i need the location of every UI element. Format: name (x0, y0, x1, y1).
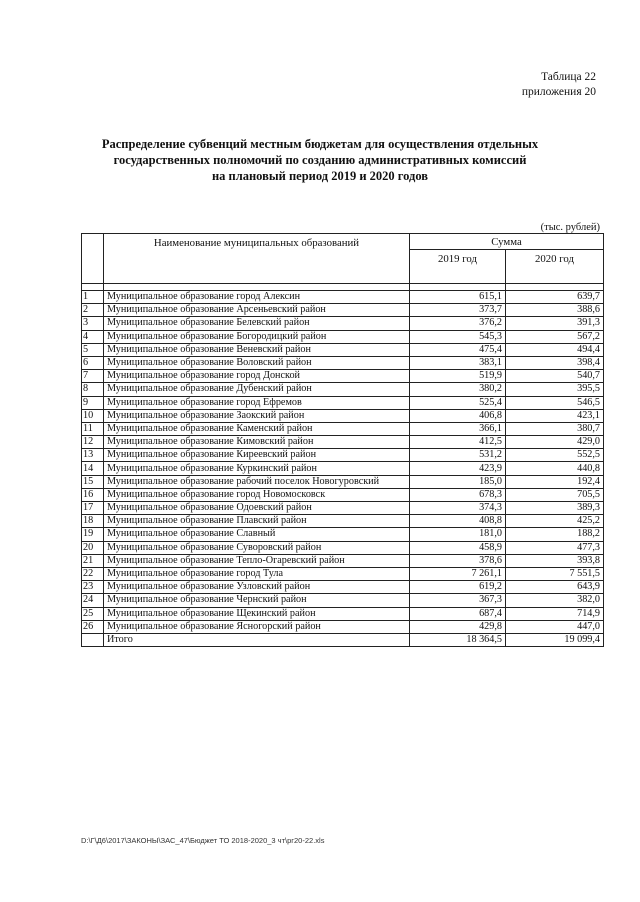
municipality-name: Муниципальное образование Кимовский район (104, 436, 410, 449)
value-2019: 373,7 (410, 304, 506, 317)
value-2020: 425,2 (506, 515, 604, 528)
value-2020: 429,0 (506, 436, 604, 449)
table-row (82, 317, 604, 330)
value-2020: 477,3 (506, 541, 604, 554)
value-2020: 391,3 (506, 317, 604, 330)
value-2020: 447,0 (506, 620, 604, 633)
value-2020: 705,5 (506, 488, 604, 501)
table-row (82, 396, 604, 409)
table-row (82, 515, 604, 528)
table-row (82, 291, 604, 304)
value-2019: 615,1 (410, 291, 506, 304)
value-2019: 687,4 (410, 607, 506, 620)
value-2019: 412,5 (410, 436, 506, 449)
row-number: 20 (82, 541, 104, 554)
municipality-name: Муниципальное образование Одоевский район (104, 502, 410, 515)
table-row (82, 409, 604, 422)
municipality-name: Муниципальное образование город Новомосковск (104, 488, 410, 501)
row-number: 3 (82, 317, 104, 330)
table-row (82, 356, 604, 369)
row-number: 13 (82, 449, 104, 462)
table-row (82, 330, 604, 343)
total-label: Итого (104, 633, 410, 646)
value-2019: 7 261,1 (410, 567, 506, 580)
row-number: 11 (82, 422, 104, 435)
table-row (82, 462, 604, 475)
row-number: 12 (82, 436, 104, 449)
table-row (82, 541, 604, 554)
row-number: 2 (82, 304, 104, 317)
subvention-table (81, 233, 604, 647)
table-row (82, 594, 604, 607)
municipality-name: Муниципальное образование город Ефремов (104, 396, 410, 409)
value-2019: 376,2 (410, 317, 506, 330)
title-line-3: на плановый период 2019 и 2020 годов (211, 169, 429, 183)
municipality-name: Муниципальное образование Арсеньевский район (104, 304, 410, 317)
municipality-name: Муниципальное образование Суворовский район (104, 541, 410, 554)
table-row (82, 436, 604, 449)
table-row (82, 620, 604, 633)
header-sum: Сумма (410, 234, 604, 250)
municipality-name: Муниципальное образование Воловский район (104, 356, 410, 369)
document-title (40, 136, 600, 184)
table-number: Таблица 22 (541, 71, 596, 83)
value-2019: 374,3 (410, 502, 506, 515)
table-row (82, 567, 604, 580)
row-number: 17 (82, 502, 104, 515)
units-note: (тыс. рублей) (540, 222, 600, 233)
header-name: Наименование муниципальных образований (104, 234, 410, 284)
municipality-name: Муниципальное образование рабочий поселок Новогуровский (104, 475, 410, 488)
row-number: 21 (82, 554, 104, 567)
total-2019: 18 364,5 (410, 633, 506, 646)
municipality-name: Муниципальное образование Славный (104, 528, 410, 541)
header-number-cell (82, 234, 104, 284)
municipality-name: Муниципальное образование Богородицкий район (104, 330, 410, 343)
value-2020: 494,4 (506, 343, 604, 356)
header-spacer-row (82, 284, 604, 291)
value-2020: 7 551,5 (506, 567, 604, 580)
value-2019: 619,2 (410, 581, 506, 594)
header-row-1 (82, 234, 604, 250)
municipality-name: Муниципальное образование город Тула (104, 567, 410, 580)
row-number: 15 (82, 475, 104, 488)
table-body (82, 291, 604, 647)
municipality-name: Муниципальное образование Киреевский район (104, 449, 410, 462)
row-number: 10 (82, 409, 104, 422)
table-row (82, 304, 604, 317)
municipality-name: Муниципальное образование Куркинский район (104, 462, 410, 475)
value-2019: 545,3 (410, 330, 506, 343)
value-2020: 192,4 (506, 475, 604, 488)
row-number: 23 (82, 581, 104, 594)
municipality-name: Муниципальное образование Дубенский район (104, 383, 410, 396)
value-2019: 406,8 (410, 409, 506, 422)
table-row (82, 502, 604, 515)
row-number: 22 (82, 567, 104, 580)
value-2020: 643,9 (506, 581, 604, 594)
municipality-name: Муниципальное образование Тепло-Огаревский район (104, 554, 410, 567)
table-row (82, 383, 604, 396)
value-2020: 380,7 (506, 422, 604, 435)
value-2019: 408,8 (410, 515, 506, 528)
municipality-name: Муниципальное образование Веневский район (104, 343, 410, 356)
value-2019: 531,2 (410, 449, 506, 462)
municipality-name: Муниципальное образование Чернский район (104, 594, 410, 607)
value-2020: 567,2 (506, 330, 604, 343)
municipality-name: Муниципальное образование город Донской (104, 370, 410, 383)
total-number-cell (82, 633, 104, 646)
value-2020: 714,9 (506, 607, 604, 620)
appendix-number: приложения 20 (521, 86, 596, 98)
value-2019: 525,4 (410, 396, 506, 409)
table-row (82, 554, 604, 567)
row-number: 1 (82, 291, 104, 304)
value-2019: 429,8 (410, 620, 506, 633)
table-row (82, 449, 604, 462)
table-row (82, 343, 604, 356)
municipality-name: Муниципальное образование Щекинский район (104, 607, 410, 620)
row-number: 5 (82, 343, 104, 356)
value-2020: 395,5 (506, 383, 604, 396)
row-number: 14 (82, 462, 104, 475)
header-2020: 2020 год (506, 250, 604, 284)
value-2019: 458,9 (410, 541, 506, 554)
value-2020: 389,3 (506, 502, 604, 515)
value-2019: 475,4 (410, 343, 506, 356)
table-row (82, 581, 604, 594)
row-number: 26 (82, 620, 104, 633)
table-row (82, 488, 604, 501)
row-number: 25 (82, 607, 104, 620)
value-2020: 398,4 (506, 356, 604, 369)
table-row (82, 422, 604, 435)
value-2020: 388,6 (506, 304, 604, 317)
row-number: 6 (82, 356, 104, 369)
total-2020: 19 099,4 (506, 633, 604, 646)
value-2019: 380,2 (410, 383, 506, 396)
value-2020: 393,8 (506, 554, 604, 567)
row-number: 8 (82, 383, 104, 396)
total-row (82, 633, 604, 646)
value-2019: 423,9 (410, 462, 506, 475)
value-2020: 546,5 (506, 396, 604, 409)
value-2019: 519,9 (410, 370, 506, 383)
file-path-footer: D:\Г\Д6\2017\ЗАКОНЫ\ЗАС_47\Бюджет ТО 2018-2020_3 чт\рг20-22.xls (81, 836, 325, 845)
value-2020: 440,8 (506, 462, 604, 475)
title-line-1: Распределение субвенций местным бюджетам для осуществления отдельных (101, 137, 539, 151)
row-number: 16 (82, 488, 104, 501)
row-number: 4 (82, 330, 104, 343)
value-2019: 383,1 (410, 356, 506, 369)
row-number: 24 (82, 594, 104, 607)
municipality-name: Муниципальное образование Каменский район (104, 422, 410, 435)
row-number: 18 (82, 515, 104, 528)
value-2020: 639,7 (506, 291, 604, 304)
title-line-2: государственных полномочий по созданию административных комиссий (113, 153, 527, 167)
municipality-name: Муниципальное образование Белевский район (104, 317, 410, 330)
value-2019: 367,3 (410, 594, 506, 607)
value-2020: 382,0 (506, 594, 604, 607)
municipality-name: Муниципальное образование Заокский район (104, 409, 410, 422)
row-number: 7 (82, 370, 104, 383)
header-2019: 2019 год (410, 250, 506, 284)
value-2019: 185,0 (410, 475, 506, 488)
value-2019: 678,3 (410, 488, 506, 501)
table-row (82, 528, 604, 541)
value-2019: 378,6 (410, 554, 506, 567)
table-reference (522, 70, 596, 100)
value-2020: 540,7 (506, 370, 604, 383)
value-2020: 188,2 (506, 528, 604, 541)
row-number: 19 (82, 528, 104, 541)
row-number: 9 (82, 396, 104, 409)
table-row (82, 475, 604, 488)
table-row (82, 607, 604, 620)
municipality-name: Муниципальное образование Плавский район (104, 515, 410, 528)
value-2019: 181,0 (410, 528, 506, 541)
municipality-name: Муниципальное образование город Алексин (104, 291, 410, 304)
value-2020: 423,1 (506, 409, 604, 422)
municipality-name: Муниципальное образование Узловский район (104, 581, 410, 594)
value-2019: 366,1 (410, 422, 506, 435)
table-row (82, 370, 604, 383)
value-2020: 552,5 (506, 449, 604, 462)
municipality-name: Муниципальное образование Ясногорский район (104, 620, 410, 633)
